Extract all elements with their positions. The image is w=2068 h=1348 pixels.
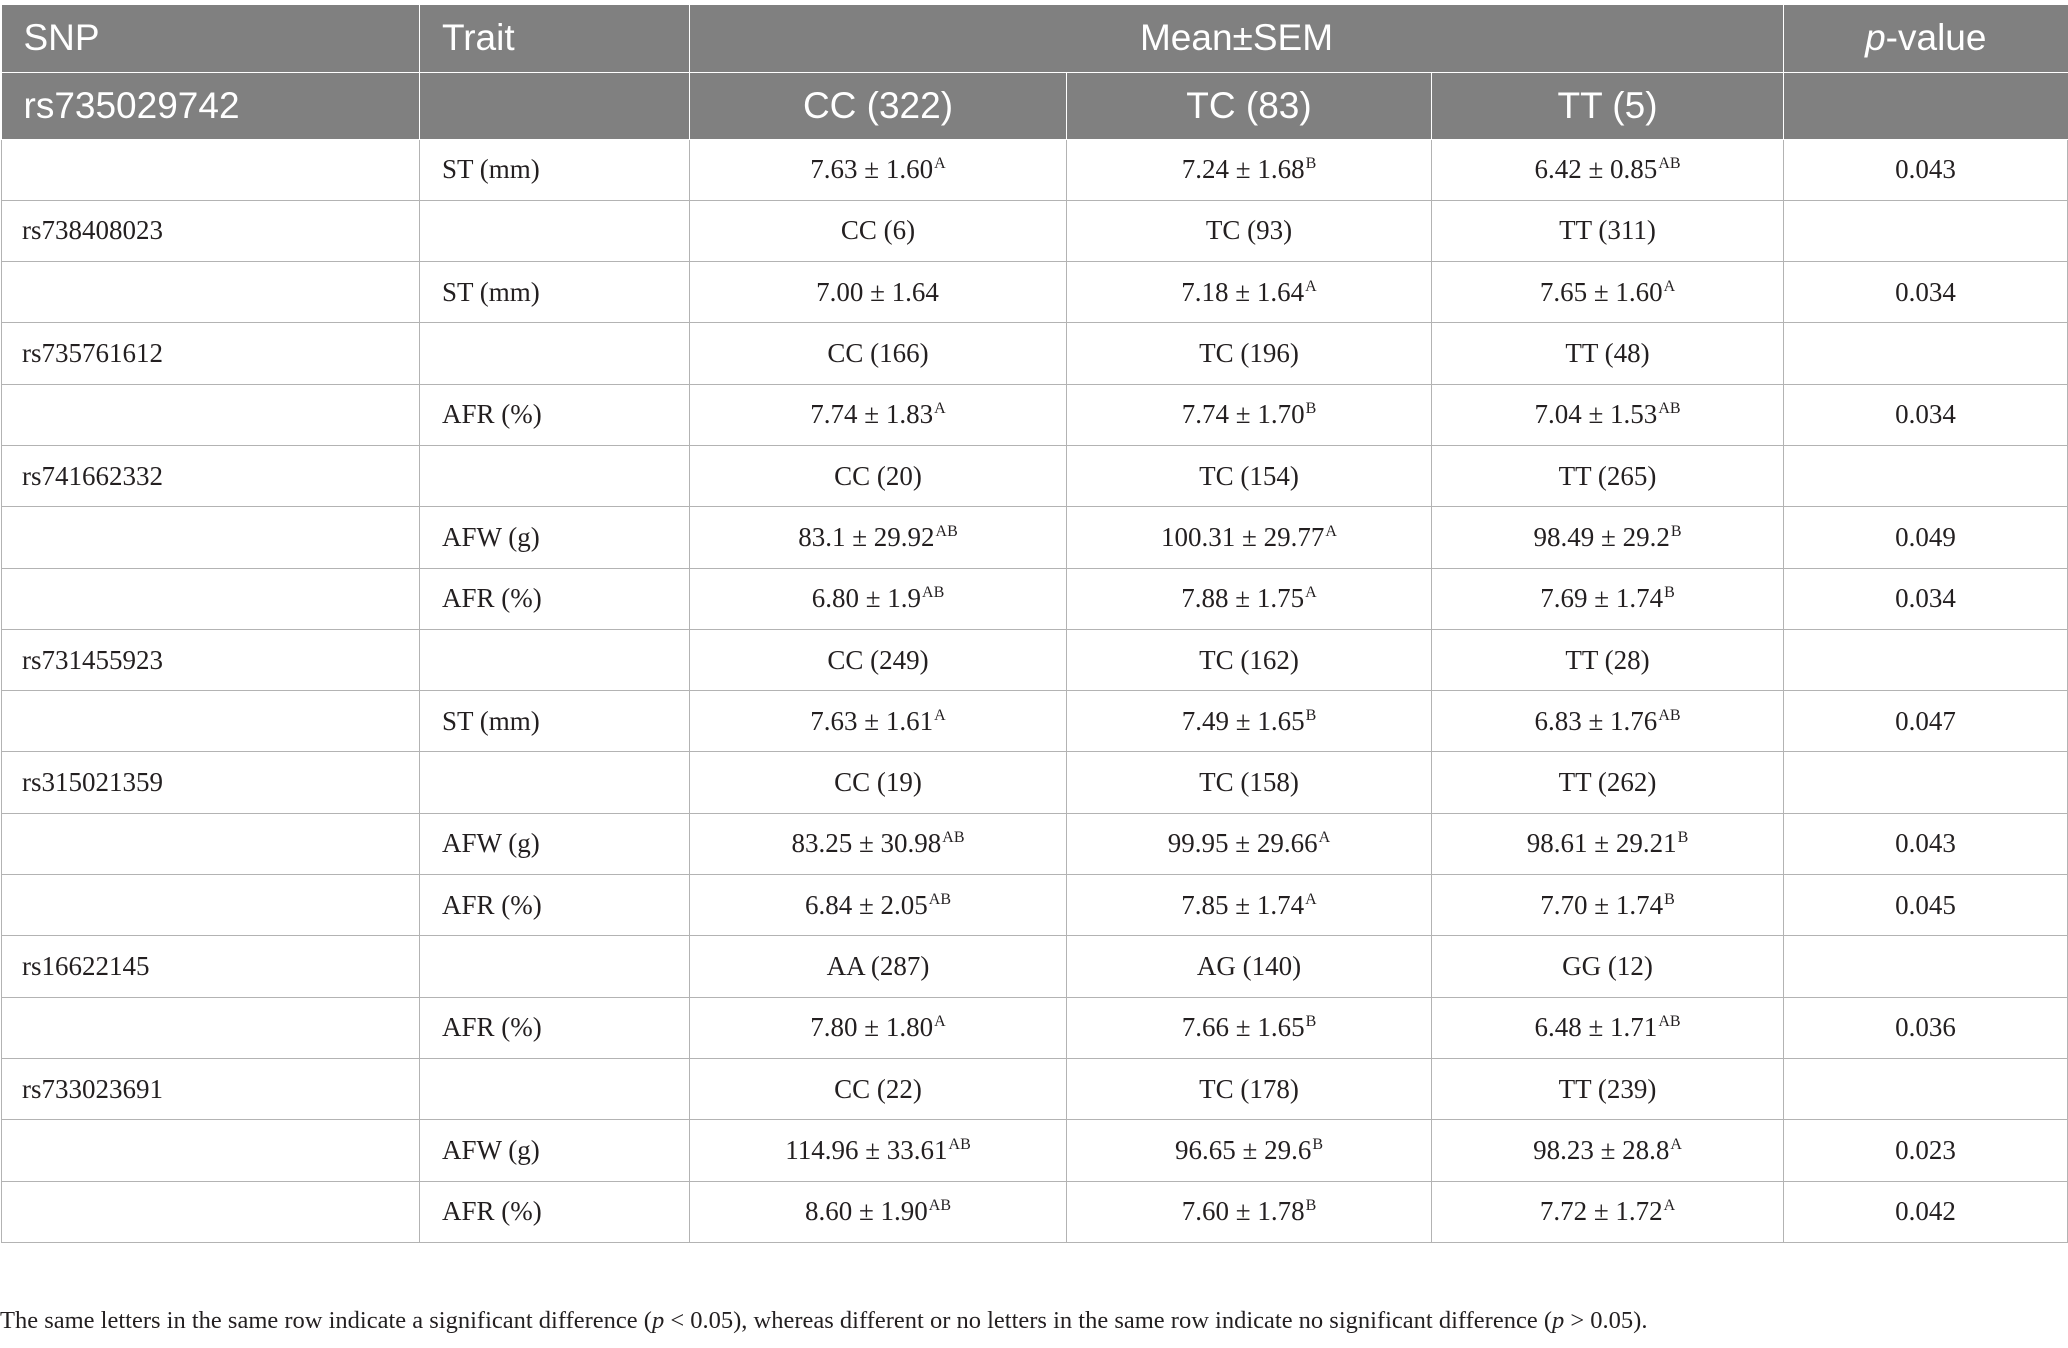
significance-letter: A	[1305, 277, 1317, 295]
empty-p-cell	[1784, 445, 2068, 506]
genotype-count-cell-3: TT (239)	[1432, 1058, 1784, 1119]
mean-sem-value: 6.84 ± 2.05	[804, 889, 928, 920]
significance-letter: AB	[928, 890, 952, 908]
header-genotype-2: TC (83)	[1067, 72, 1432, 139]
significance-letter: B	[1664, 584, 1675, 602]
mean-sem-cell-2	[1067, 507, 1432, 568]
table-footnote	[0, 1307, 1647, 1335]
significance-letter: B	[1305, 155, 1317, 173]
footnote-p-symbol-1: p	[651, 1307, 665, 1334]
snp-id-cell: rs738408023	[2, 200, 420, 261]
empty-trait-cell	[420, 629, 690, 690]
significance-letter: AB	[928, 1197, 952, 1215]
snp-id-cell: rs735761612	[2, 323, 420, 384]
mean-sem-cell-1	[690, 813, 1067, 874]
footnote-text-1: The same letters in the same row indicate a significant difference (	[0, 1307, 652, 1334]
mean-sem-value: 6.42 ± 0.85	[1534, 154, 1658, 185]
empty-p-cell	[1784, 1058, 2068, 1119]
genotype-count-cell-3: TT (262)	[1432, 752, 1784, 813]
significance-letter: A	[1318, 829, 1331, 847]
significance-letter: B	[1305, 706, 1317, 724]
empty-trait-cell	[420, 200, 690, 261]
genotype-count-cell-1: CC (166)	[690, 323, 1067, 384]
mean-sem-value: 7.66 ± 1.65	[1181, 1012, 1305, 1043]
significance-letter: AB	[935, 522, 958, 540]
mean-sem-value: 83.1 ± 29.92	[798, 521, 935, 552]
significance-letter: A	[1305, 584, 1317, 602]
significance-letter: AB	[942, 829, 965, 847]
empty-p-cell	[1784, 936, 2068, 997]
p-value-cell: 0.034	[1784, 262, 2068, 323]
mean-sem-cell-3	[1432, 1120, 1784, 1181]
mean-sem-value: 7.74 ± 1.70	[1181, 399, 1305, 430]
genotype-count-cell-2: TC (93)	[1067, 200, 1432, 261]
footnote-text-3: > 0.05).	[1564, 1307, 1648, 1334]
snp-row	[2, 323, 2068, 384]
trait-cell: AFR (%)	[420, 568, 690, 629]
header-row	[2, 5, 2068, 72]
mean-sem-cell-3	[1432, 262, 1784, 323]
header-genotype-1: CC (322)	[690, 72, 1067, 139]
genotype-count-cell-3: TT (311)	[1432, 200, 1784, 261]
significance-letter: AB	[1658, 706, 1681, 724]
snp-row	[2, 752, 2068, 813]
snp-row	[2, 1058, 2068, 1119]
p-value-cell: 0.023	[1784, 1120, 2068, 1181]
empty-snp-cell	[2, 568, 420, 629]
significance-letter: A	[1663, 1197, 1676, 1215]
mean-sem-value: 7.60 ± 1.78	[1181, 1196, 1305, 1227]
empty-p-cell	[1784, 629, 2068, 690]
mean-sem-value: 7.63 ± 1.61	[810, 705, 934, 736]
trait-cell: AFR (%)	[420, 1181, 690, 1242]
trait-row	[2, 691, 2068, 752]
significance-letter: AB	[922, 584, 945, 602]
mean-sem-value: 7.24 ± 1.68	[1181, 154, 1305, 185]
mean-sem-cell-2	[1067, 1181, 1432, 1242]
empty-snp-cell	[2, 997, 420, 1058]
mean-sem-value: 7.63 ± 1.60	[810, 154, 934, 185]
trait-cell: ST (mm)	[420, 262, 690, 323]
genotype-count-cell-1: CC (19)	[690, 752, 1067, 813]
significance-letter: B	[1305, 400, 1317, 418]
genotype-count-cell-2: TC (154)	[1067, 445, 1432, 506]
genotype-count-cell-3: GG (12)	[1432, 936, 1784, 997]
trait-cell: AFR (%)	[420, 997, 690, 1058]
mean-sem-cell-1	[690, 997, 1067, 1058]
snp-id-cell: rs731455923	[2, 629, 420, 690]
mean-sem-cell-1	[690, 568, 1067, 629]
mean-sem-value: 6.48 ± 1.71	[1534, 1012, 1658, 1043]
trait-cell: AFW (g)	[420, 507, 690, 568]
empty-p-cell	[1784, 752, 2068, 813]
mean-sem-cell-3	[1432, 1181, 1784, 1242]
empty-p-cell	[1784, 323, 2068, 384]
mean-sem-cell-2	[1067, 568, 1432, 629]
snp-id-cell: rs315021359	[2, 752, 420, 813]
mean-sem-cell-1	[690, 139, 1067, 200]
empty-trait-cell	[420, 936, 690, 997]
empty-snp-cell	[2, 507, 420, 568]
mean-sem-cell-2	[1067, 691, 1432, 752]
p-value-cell: 0.047	[1784, 691, 2068, 752]
table-header	[2, 5, 2068, 139]
mean-sem-cell-3	[1432, 384, 1784, 445]
trait-cell: ST (mm)	[420, 139, 690, 200]
mean-sem-cell-2	[1067, 384, 1432, 445]
mean-sem-cell-2	[1067, 1120, 1432, 1181]
genotype-count-cell-1: CC (249)	[690, 629, 1067, 690]
genotype-count-cell-3: TT (28)	[1432, 629, 1784, 690]
p-value-cell: 0.043	[1784, 139, 2068, 200]
mean-sem-value: 6.83 ± 1.76	[1534, 705, 1658, 736]
snp-association-table	[1, 5, 2068, 1243]
empty-snp-cell	[2, 384, 420, 445]
header-empty-trait	[420, 72, 690, 139]
mean-sem-value: 7.49 ± 1.65	[1181, 705, 1305, 736]
significance-letter: AB	[1658, 1013, 1681, 1031]
significance-letter: A	[934, 400, 946, 418]
mean-sem-value: 7.85 ± 1.74	[1181, 889, 1305, 920]
mean-sem-cell-1	[690, 262, 1067, 323]
trait-row	[2, 139, 2068, 200]
trait-row	[2, 1120, 2068, 1181]
significance-letter: A	[1670, 1135, 1682, 1153]
genotype-count-cell-2: TC (196)	[1067, 323, 1432, 384]
snp-id-cell: rs733023691	[2, 1058, 420, 1119]
mean-sem-cell-1	[690, 384, 1067, 445]
p-value-cell: 0.034	[1784, 568, 2068, 629]
significance-letter: AB	[1658, 400, 1681, 418]
significance-letter: B	[1305, 1197, 1317, 1215]
mean-sem-value: 7.65 ± 1.60	[1539, 276, 1663, 307]
trait-cell: ST (mm)	[420, 691, 690, 752]
mean-sem-value: 7.88 ± 1.75	[1181, 583, 1305, 614]
genotype-count-cell-3: TT (48)	[1432, 323, 1784, 384]
mean-sem-value: 99.95 ± 29.66	[1167, 828, 1318, 859]
mean-sem-value: 7.18 ± 1.64	[1181, 276, 1305, 307]
empty-snp-cell	[2, 813, 420, 874]
header-row-genotypes	[2, 72, 2068, 139]
significance-letter: B	[1677, 829, 1689, 847]
mean-sem-cell-2	[1067, 262, 1432, 323]
table-body	[2, 139, 2068, 1242]
mean-sem-cell-1	[690, 875, 1067, 936]
genotype-count-cell-1: CC (20)	[690, 445, 1067, 506]
genotype-count-cell-1: CC (22)	[690, 1058, 1067, 1119]
header-p-value	[1784, 5, 2068, 72]
significance-letter: AB	[948, 1135, 971, 1153]
p-value-cell: 0.042	[1784, 1181, 2068, 1242]
empty-trait-cell	[420, 752, 690, 813]
mean-sem-cell-3	[1432, 813, 1784, 874]
snp-row	[2, 200, 2068, 261]
trait-row	[2, 1181, 2068, 1242]
header-empty-p	[1784, 72, 2068, 139]
footnote-p-symbol-2: p	[1551, 1307, 1565, 1334]
header-genotype-3: TT (5)	[1432, 72, 1784, 139]
snp-row	[2, 936, 2068, 997]
mean-sem-value: 98.49 ± 29.2	[1533, 521, 1670, 552]
empty-trait-cell	[420, 1058, 690, 1119]
mean-sem-value: 7.00 ± 1.64	[816, 276, 939, 307]
header-first-snp: rs735029742	[2, 72, 420, 139]
empty-snp-cell	[2, 875, 420, 936]
snp-row	[2, 445, 2068, 506]
empty-snp-cell	[2, 262, 420, 323]
header-snp: SNP	[2, 5, 420, 72]
trait-row	[2, 384, 2068, 445]
significance-letter: AB	[1658, 155, 1681, 173]
genotype-count-cell-2: TC (162)	[1067, 629, 1432, 690]
trait-cell: AFR (%)	[420, 384, 690, 445]
mean-sem-cell-3	[1432, 691, 1784, 752]
genotype-count-cell-2: TC (158)	[1067, 752, 1432, 813]
mean-sem-value: 96.65 ± 29.6	[1175, 1134, 1312, 1165]
empty-trait-cell	[420, 445, 690, 506]
mean-sem-cell-1	[690, 1120, 1067, 1181]
genotype-count-cell-1: CC (6)	[690, 200, 1067, 261]
mean-sem-value: 114.96 ± 33.61	[785, 1134, 948, 1165]
mean-sem-cell-3	[1432, 875, 1784, 936]
header-p-rest: -value	[1885, 17, 1987, 59]
mean-sem-value: 7.04 ± 1.53	[1534, 399, 1658, 430]
trait-cell: AFR (%)	[420, 875, 690, 936]
trait-cell: AFW (g)	[420, 1120, 690, 1181]
mean-sem-cell-2	[1067, 997, 1432, 1058]
trait-row	[2, 262, 2068, 323]
p-value-cell: 0.036	[1784, 997, 2068, 1058]
mean-sem-value: 7.80 ± 1.80	[810, 1012, 934, 1043]
snp-id-cell: rs16622145	[2, 936, 420, 997]
significance-letter: A	[1325, 522, 1337, 540]
trait-row	[2, 507, 2068, 568]
mean-sem-value: 7.74 ± 1.83	[810, 399, 934, 430]
mean-sem-cell-3	[1432, 507, 1784, 568]
trait-row	[2, 875, 2068, 936]
header-trait: Trait	[420, 5, 690, 72]
significance-letter: B	[1664, 890, 1675, 908]
snp-row	[2, 629, 2068, 690]
genotype-count-cell-3: TT (265)	[1432, 445, 1784, 506]
p-value-cell: 0.045	[1784, 875, 2068, 936]
mean-sem-value: 8.60 ± 1.90	[804, 1196, 928, 1227]
mean-sem-value: 6.80 ± 1.9	[811, 583, 922, 614]
mean-sem-cell-3	[1432, 568, 1784, 629]
empty-p-cell	[1784, 200, 2068, 261]
empty-snp-cell	[2, 1120, 420, 1181]
mean-sem-cell-2	[1067, 813, 1432, 874]
mean-sem-cell-3	[1432, 139, 1784, 200]
p-value-cell: 0.049	[1784, 507, 2068, 568]
trait-row	[2, 813, 2068, 874]
header-p-italic: p	[1865, 17, 1886, 59]
snp-id-cell: rs741662332	[2, 445, 420, 506]
significance-letter: A	[1305, 890, 1317, 908]
empty-trait-cell	[420, 323, 690, 384]
empty-snp-cell	[2, 691, 420, 752]
significance-letter: A	[934, 155, 946, 173]
significance-letter: A	[934, 1013, 946, 1031]
p-value-cell: 0.043	[1784, 813, 2068, 874]
mean-sem-cell-2	[1067, 139, 1432, 200]
genotype-count-cell-2: AG (140)	[1067, 936, 1432, 997]
mean-sem-value: 7.69 ± 1.74	[1540, 583, 1664, 614]
mean-sem-cell-1	[690, 1181, 1067, 1242]
mean-sem-cell-1	[690, 507, 1067, 568]
mean-sem-value: 98.61 ± 29.21	[1526, 828, 1677, 859]
mean-sem-value: 83.25 ± 30.98	[791, 828, 942, 859]
trait-row	[2, 568, 2068, 629]
significance-letter: A	[1663, 277, 1676, 295]
mean-sem-cell-2	[1067, 875, 1432, 936]
significance-letter: B	[1670, 522, 1682, 540]
significance-letter: A	[934, 706, 946, 724]
mean-sem-cell-3	[1432, 997, 1784, 1058]
mean-sem-cell-1	[690, 691, 1067, 752]
mean-sem-value: 98.23 ± 28.8	[1533, 1134, 1670, 1165]
genotype-count-cell-2: TC (178)	[1067, 1058, 1432, 1119]
empty-snp-cell	[2, 1181, 420, 1242]
mean-sem-value: 7.70 ± 1.74	[1540, 889, 1664, 920]
trait-cell: AFW (g)	[420, 813, 690, 874]
mean-sem-value: 100.31 ± 29.77	[1161, 521, 1325, 552]
mean-sem-value: 7.72 ± 1.72	[1539, 1196, 1663, 1227]
trait-row	[2, 997, 2068, 1058]
genotype-count-cell-1: AA (287)	[690, 936, 1067, 997]
p-value-cell: 0.034	[1784, 384, 2068, 445]
significance-letter: B	[1305, 1013, 1317, 1031]
header-mean-sem: Mean±SEM	[690, 5, 1784, 72]
empty-snp-cell	[2, 139, 420, 200]
significance-letter: B	[1312, 1135, 1323, 1153]
footnote-text-2: < 0.05), whereas different or no letters in the same row indicate no significant difference (	[664, 1307, 1552, 1334]
